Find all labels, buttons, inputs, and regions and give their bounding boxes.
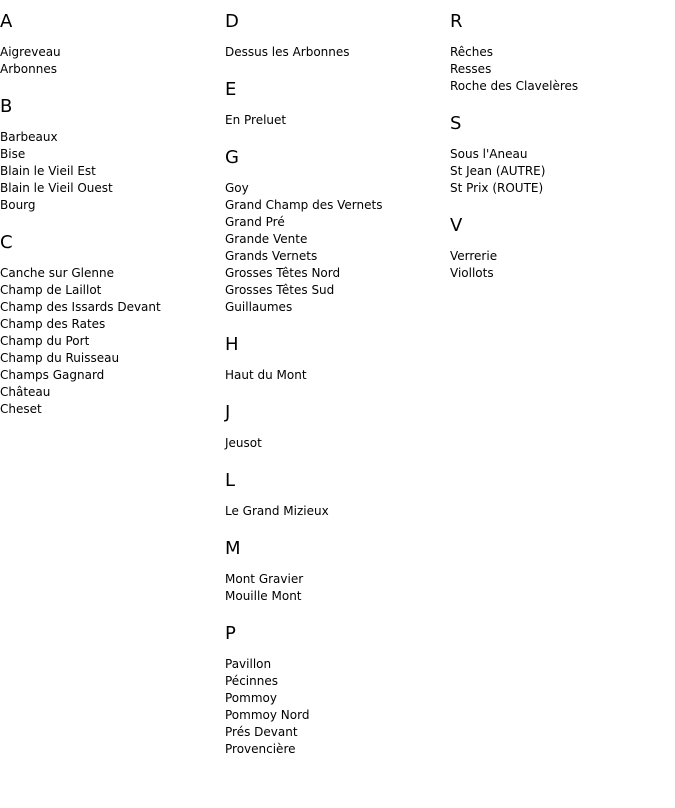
letter-heading: C xyxy=(0,232,13,253)
place-link[interactable]: Jeusot xyxy=(225,436,262,450)
place-list xyxy=(450,248,670,282)
place-link[interactable]: Grosses Têtes Sud xyxy=(225,283,335,297)
letter-group-c xyxy=(0,231,220,418)
place-list xyxy=(225,656,445,758)
place-link[interactable]: Pavillon xyxy=(225,657,272,671)
place-list xyxy=(225,112,445,129)
column-3 xyxy=(450,10,670,299)
place-link[interactable]: Rêches xyxy=(450,45,494,59)
place-link[interactable]: Le Grand Mizieux xyxy=(225,504,329,518)
place-link[interactable]: Grand Pré xyxy=(225,215,285,229)
place-link[interactable]: Blain le Vieil Ouest xyxy=(0,181,113,195)
place-list xyxy=(225,435,445,452)
place-link[interactable]: Champ du Port xyxy=(0,334,90,348)
letter-heading: G xyxy=(225,147,239,168)
place-link[interactable]: Blain le Vieil Est xyxy=(0,164,96,178)
place-link[interactable]: Arbonnes xyxy=(0,62,57,76)
place-list xyxy=(225,44,445,61)
place-link[interactable]: Grande Vente xyxy=(225,232,308,246)
letter-heading: E xyxy=(225,79,237,100)
column-1 xyxy=(0,10,220,435)
place-link[interactable]: Château xyxy=(0,385,51,399)
place-link[interactable]: Pommoy xyxy=(225,691,277,705)
place-link[interactable]: Haut du Mont xyxy=(225,368,307,382)
place-link[interactable]: Grand Champ des Vernets xyxy=(225,198,383,212)
letter-group-l xyxy=(225,469,445,520)
place-list xyxy=(225,367,445,384)
letter-group-h xyxy=(225,333,445,384)
letter-group-e xyxy=(225,78,445,129)
letter-group-d xyxy=(225,10,445,61)
letter-group-j xyxy=(225,401,445,452)
letter-group-p xyxy=(225,622,445,758)
place-list xyxy=(0,265,220,418)
place-link[interactable]: Bourg xyxy=(0,198,36,212)
place-link[interactable]: Champ des Issards Devant xyxy=(0,300,161,314)
place-link[interactable]: Pécinnes xyxy=(225,674,278,688)
place-link[interactable]: En Preluet xyxy=(225,113,287,127)
place-link[interactable]: Mont Gravier xyxy=(225,572,304,586)
letter-heading: L xyxy=(225,470,236,491)
place-link[interactable]: Grosses Têtes Nord xyxy=(225,266,341,280)
place-link[interactable]: Bise xyxy=(0,147,26,161)
column-2 xyxy=(225,10,445,775)
place-link[interactable]: Mouille Mont xyxy=(225,589,302,603)
letter-group-m xyxy=(225,537,445,605)
place-link[interactable]: Sous l'Aneau xyxy=(450,147,528,161)
place-link[interactable]: Viollots xyxy=(450,266,494,280)
letter-heading: M xyxy=(225,538,241,559)
letter-heading: A xyxy=(0,11,13,32)
letter-heading: V xyxy=(450,215,463,236)
letter-heading: S xyxy=(450,113,462,134)
place-link[interactable]: Provencière xyxy=(225,742,296,756)
place-list xyxy=(450,146,670,197)
place-link[interactable]: Aigreveau xyxy=(0,45,61,59)
letter-heading: H xyxy=(225,334,239,355)
place-link[interactable]: Goy xyxy=(225,181,249,195)
place-link[interactable]: Champ du Ruisseau xyxy=(0,351,120,365)
place-link[interactable]: St Jean (AUTRE) xyxy=(450,164,546,178)
place-link[interactable]: Roche des Clavelères xyxy=(450,79,579,93)
place-list xyxy=(450,44,670,95)
place-link[interactable]: Champ des Rates xyxy=(0,317,106,331)
place-link[interactable]: Champs Gagnard xyxy=(0,368,105,382)
letter-heading: D xyxy=(225,11,239,32)
letter-heading: R xyxy=(450,11,463,32)
place-link[interactable]: Resses xyxy=(450,62,492,76)
letter-heading: P xyxy=(225,623,236,644)
place-link[interactable]: Guillaumes xyxy=(225,300,293,314)
place-link[interactable]: St Prix (ROUTE) xyxy=(450,181,544,195)
letter-group-r xyxy=(450,10,670,95)
place-list xyxy=(225,180,445,316)
letter-heading: J xyxy=(225,402,231,423)
place-link[interactable]: Prés Devant xyxy=(225,725,298,739)
place-link[interactable]: Pommoy Nord xyxy=(225,708,310,722)
letter-group-b xyxy=(0,95,220,214)
place-link[interactable]: Champ de Laillot xyxy=(0,283,102,297)
place-list xyxy=(0,44,220,78)
place-link[interactable]: Cheset xyxy=(0,402,42,416)
letter-group-v xyxy=(450,214,670,282)
place-link[interactable]: Dessus les Arbonnes xyxy=(225,45,350,59)
place-link[interactable]: Barbeaux xyxy=(0,130,58,144)
place-list xyxy=(225,503,445,520)
letter-heading: B xyxy=(0,96,13,117)
place-link[interactable]: Canche sur Glenne xyxy=(0,266,114,280)
place-list xyxy=(225,571,445,605)
place-list xyxy=(0,129,220,214)
letter-group-s xyxy=(450,112,670,197)
letter-group-g xyxy=(225,146,445,316)
place-link[interactable]: Grands Vernets xyxy=(225,249,318,263)
place-link[interactable]: Verrerie xyxy=(450,249,498,263)
letter-group-a xyxy=(0,10,220,78)
